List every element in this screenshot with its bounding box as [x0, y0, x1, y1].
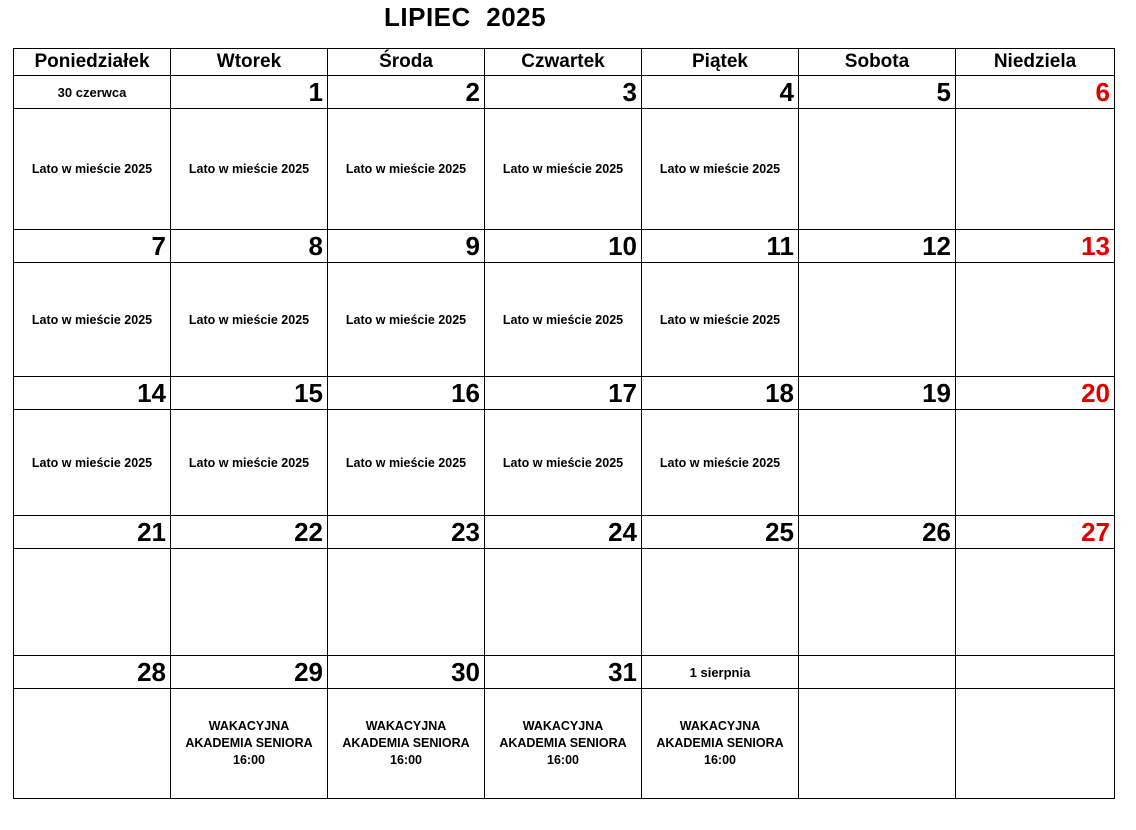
event-line: AKADEMIA SENIORA — [656, 736, 784, 750]
event-cell: Lato w mieście 2025 — [642, 410, 799, 516]
day-number: 29 — [171, 656, 328, 689]
event-line: WAKACYJNA — [522, 719, 604, 733]
event-line: AKADEMIA SENIORA — [499, 736, 627, 750]
weekday-header-wednesday: Środa — [328, 49, 485, 76]
event-line: AKADEMIA SENIORA — [342, 736, 470, 750]
event-cell — [485, 689, 642, 799]
event-cell — [171, 549, 328, 656]
event-cell — [799, 109, 956, 230]
event-time: 16:00 — [233, 753, 265, 767]
day-number: 4 — [642, 76, 799, 109]
day-number: 26 — [799, 516, 956, 549]
event-cell: Lato w mieście 2025 — [171, 109, 328, 230]
event-cell — [485, 549, 642, 656]
event-cell: Lato w mieście 2025 — [328, 263, 485, 377]
day-number: 8 — [171, 230, 328, 263]
event-cell: Lato w mieście 2025 — [328, 109, 485, 230]
week-3-date-row — [14, 377, 1115, 410]
event-cell: Lato w mieście 2025 — [328, 410, 485, 516]
weekday-header-monday: Poniedziałek — [14, 49, 171, 76]
day-number: 7 — [14, 230, 171, 263]
event-cell: Lato w mieście 2025 — [642, 109, 799, 230]
event-cell: Lato w mieście 2025 — [485, 109, 642, 230]
day-number: 22 — [171, 516, 328, 549]
week-1-date-row — [14, 76, 1115, 109]
day-number: 1 sierpnia — [642, 656, 799, 689]
event-cell: Lato w mieście 2025 — [14, 410, 171, 516]
day-number: 21 — [14, 516, 171, 549]
day-number: 31 — [485, 656, 642, 689]
day-number: 12 — [799, 230, 956, 263]
day-number: 18 — [642, 377, 799, 410]
event-cell: Lato w mieście 2025 — [171, 263, 328, 377]
weekday-header-thursday: Czwartek — [485, 49, 642, 76]
event-cell — [956, 109, 1115, 230]
event-cell: Lato w mieście 2025 — [485, 263, 642, 377]
week-2-date-row — [14, 230, 1115, 263]
day-number: 14 — [14, 377, 171, 410]
day-number-sunday: 13 — [956, 230, 1115, 263]
event-cell — [642, 689, 799, 799]
week-3-event-row — [14, 410, 1115, 516]
day-number: 25 — [642, 516, 799, 549]
day-number — [799, 656, 956, 689]
event-cell — [956, 689, 1115, 799]
event-time: 16:00 — [704, 753, 736, 767]
event-line: WAKACYJNA — [208, 719, 290, 733]
event-cell: Lato w mieście 2025 — [14, 263, 171, 377]
day-number: 11 — [642, 230, 799, 263]
event-line: WAKACYJNA — [679, 719, 761, 733]
day-number: 15 — [171, 377, 328, 410]
day-number: 23 — [328, 516, 485, 549]
event-time: 16:00 — [390, 753, 422, 767]
day-number: 16 — [328, 377, 485, 410]
day-number: 2 — [328, 76, 485, 109]
event-cell — [14, 549, 171, 656]
day-number: 5 — [799, 76, 956, 109]
event-cell — [799, 549, 956, 656]
event-cell: Lato w mieście 2025 — [642, 263, 799, 377]
event-line: AKADEMIA SENIORA — [185, 736, 313, 750]
event-cell — [642, 549, 799, 656]
week-1-event-row — [14, 109, 1115, 230]
day-number: 30 — [328, 656, 485, 689]
event-cell — [328, 549, 485, 656]
event-line: WAKACYJNA — [365, 719, 447, 733]
day-number: 10 — [485, 230, 642, 263]
day-number: 17 — [485, 377, 642, 410]
week-4-event-row — [14, 549, 1115, 656]
month-calendar — [13, 48, 1115, 799]
event-cell — [956, 263, 1115, 377]
weekday-header-friday: Piątek — [642, 49, 799, 76]
week-5-date-row — [14, 656, 1115, 689]
day-number: 24 — [485, 516, 642, 549]
day-number-sunday: 20 — [956, 377, 1115, 410]
week-2-event-row — [14, 263, 1115, 377]
event-cell — [956, 410, 1115, 516]
event-time: 16:00 — [547, 753, 579, 767]
weekday-header-saturday: Sobota — [799, 49, 956, 76]
weekday-header-sunday: Niedziela — [956, 49, 1115, 76]
weekday-header-tuesday: Wtorek — [171, 49, 328, 76]
day-number: 30 czerwca — [14, 76, 171, 109]
day-number-sunday — [956, 656, 1115, 689]
event-cell — [171, 689, 328, 799]
event-cell — [799, 410, 956, 516]
event-cell — [14, 689, 171, 799]
calendar-title: LIPIEC 2025 — [384, 2, 547, 32]
week-4-date-row — [14, 516, 1115, 549]
event-cell: Lato w mieście 2025 — [171, 410, 328, 516]
day-number: 28 — [14, 656, 171, 689]
day-number-sunday: 27 — [956, 516, 1115, 549]
day-number: 19 — [799, 377, 956, 410]
event-cell — [328, 689, 485, 799]
event-cell — [799, 263, 956, 377]
event-cell: Lato w mieście 2025 — [485, 410, 642, 516]
week-5-event-row — [14, 689, 1115, 799]
day-number: 9 — [328, 230, 485, 263]
event-cell — [799, 689, 956, 799]
weekday-header-row — [14, 49, 1115, 76]
event-cell: Lato w mieście 2025 — [14, 109, 171, 230]
event-cell — [956, 549, 1115, 656]
day-number-sunday: 6 — [956, 76, 1115, 109]
day-number: 1 — [171, 76, 328, 109]
day-number: 3 — [485, 76, 642, 109]
